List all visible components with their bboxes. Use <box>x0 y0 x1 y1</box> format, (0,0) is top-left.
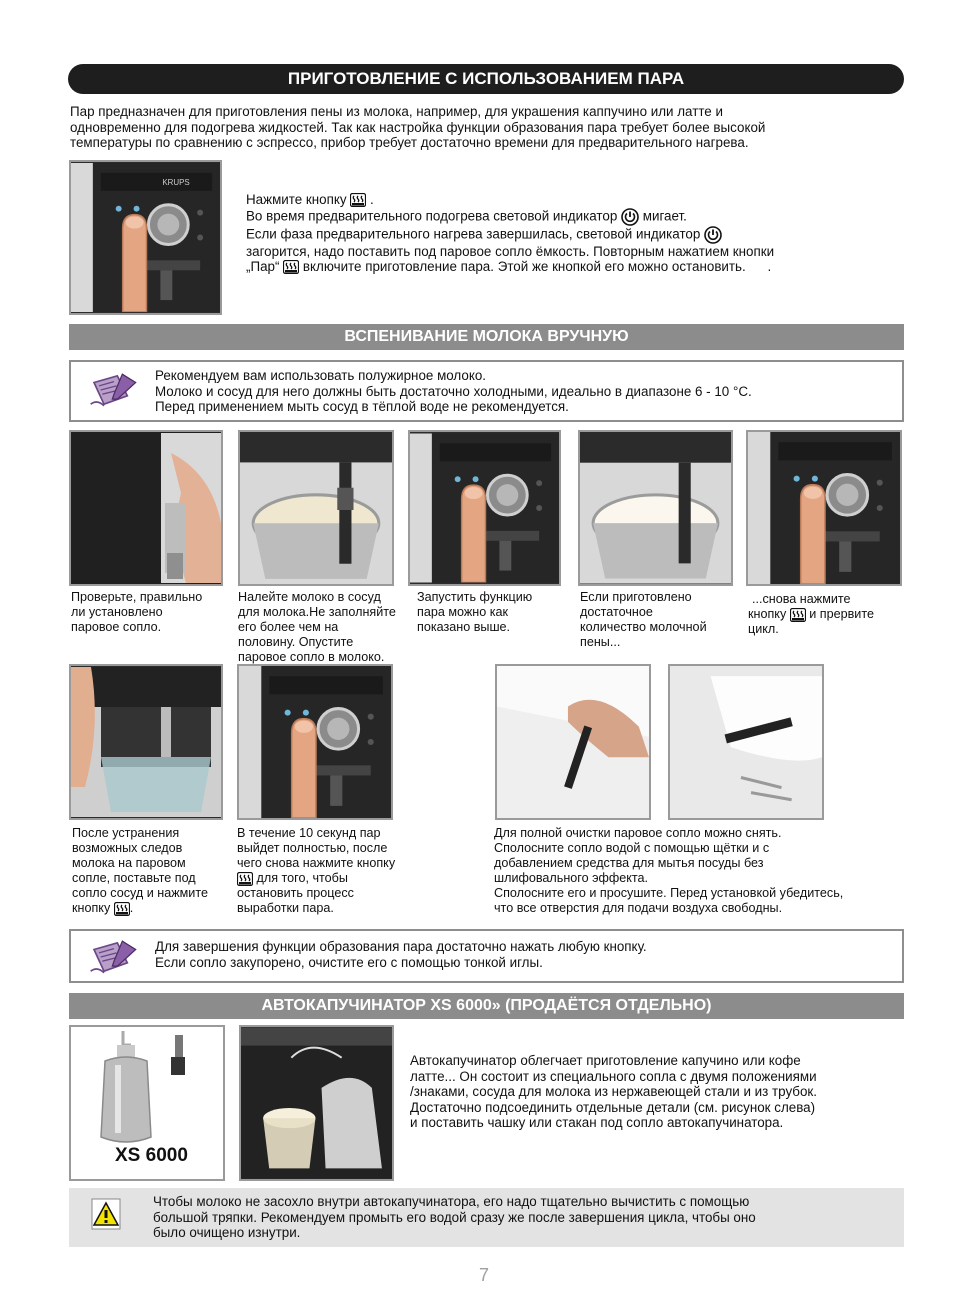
note-line: Для завершения функции образования пара достаточно нажать любую кнопку. <box>155 939 647 954</box>
caption-line: добавлением средства для мытья посуды без <box>494 856 764 870</box>
caption-pour-milk <box>238 590 396 665</box>
photo-cup-under-nozzle <box>69 664 223 820</box>
caption-line: пены... <box>580 635 621 649</box>
caption-steam-release <box>237 826 395 916</box>
caption-line: Сполосните его и просушите. Перед установкой убедитесь, <box>494 886 844 900</box>
note-line: Рекомендуем вам использовать полужирное молоко. <box>155 368 487 383</box>
caption-line: для молока.Не заполняйте <box>238 605 396 619</box>
steam-button-icon <box>790 608 806 622</box>
photo-start-steam <box>408 430 561 586</box>
caption-line: и прервите <box>809 607 874 621</box>
steam-instructions <box>246 192 886 275</box>
auto-line: Автокапучинатор облегчает приготовление капучино или кофе <box>410 1053 801 1068</box>
instr-line-5c: . <box>767 259 772 274</box>
auto-cappuccinator-description <box>410 1053 817 1131</box>
auto-line: и поставить чашку или стакан под сопло автокапучинатора. <box>410 1115 784 1130</box>
note-line: Перед применением мыть сосуд в тёплой воде не рекомендуется. <box>155 399 569 414</box>
note-line: Молоко и сосуд для него должны быть достаточно холодными, идеально в диапазоне 6 - 10 °C. <box>155 383 752 399</box>
caption-line: сопле, поставьте под <box>72 871 196 885</box>
caption-line: остановить процесс <box>237 886 354 900</box>
instr-line-1a: Нажмите кнопку <box>246 192 347 207</box>
caption-line: Налейте молоко в сосуд <box>238 590 381 604</box>
photo-milk-foam <box>578 430 733 586</box>
auto-line: /знаками, сосуда для молока из нержавеющей стали и из трубок. <box>410 1084 817 1099</box>
caption-line: для того, чтобы <box>256 871 348 885</box>
caption-line: половину. Опустите <box>238 635 354 649</box>
caption-line: достаточное <box>580 605 653 619</box>
steam-button-icon <box>237 872 253 886</box>
warning-box <box>69 1188 904 1247</box>
instr-line-1b: . <box>370 192 374 207</box>
page-number: 7 <box>479 1265 490 1285</box>
caption-line: После устранения <box>72 826 180 840</box>
caption-line: выйдет полностью, после <box>237 841 388 855</box>
brand-logo: KRUPS <box>162 177 190 187</box>
caption-stop-cycle <box>748 592 874 637</box>
power-indicator-icon <box>621 208 639 226</box>
intro-line: температуры по сравнению с эспрессо, прибор требует достаточно времени для предварительного нагрева. <box>70 135 749 150</box>
caption-line: ли установлено <box>71 605 163 619</box>
warning-line: большой тряпки. Рекомендуем промыть его водой сразу же после завершения цикла, чтобы оно <box>153 1209 756 1225</box>
caption-clean-nozzle <box>494 826 843 916</box>
caption-enough-foam <box>580 590 707 650</box>
caption-line: В течение 10 секунд пар <box>237 826 381 840</box>
auto-line: латте... Он состоит из специального сопла с двумя положениями <box>410 1068 817 1084</box>
caption-line: Сполосните сопло водой с помощью щётки и с <box>494 841 770 855</box>
intro-paragraph <box>70 104 765 151</box>
caption-line: кнопку <box>72 901 111 915</box>
photo-check-steam-nozzle <box>69 430 223 586</box>
note-pen-icon <box>89 937 139 977</box>
warning-icon <box>91 1198 121 1230</box>
photo-cappuccinator-in-use <box>239 1025 394 1181</box>
photo-pour-milk <box>238 430 394 586</box>
section-header-manual-frothing: ВСПЕНИВАНИЕ МОЛОКА ВРУЧНУЮ <box>69 324 904 350</box>
instr-line-5b: включите приготовление пара. Этой же кнопкой его можно остановить. <box>302 259 746 274</box>
caption-line: . <box>129 901 134 915</box>
photo-steam-release <box>237 664 393 820</box>
note-box-finish <box>69 929 904 983</box>
caption-line: паровое сопло. <box>71 620 162 634</box>
warning-line: Чтобы молоко не засохло внутри автокапучинатора, его надо тщательно вычистить с помощью <box>153 1194 750 1209</box>
caption-start-steam <box>417 590 532 635</box>
instr-line-2a: Во время предварительного подогрева световой индикатор <box>246 208 618 224</box>
caption-line: выработки пара. <box>237 901 334 915</box>
caption-line: кнопку <box>748 607 787 621</box>
auto-line: Достаточно подсоединить отдельные детали (см. рисунок слева) <box>410 1099 816 1115</box>
power-indicator-icon <box>704 226 722 244</box>
photo-clean-nozzle <box>668 664 824 820</box>
instr-line-2b: мигает. <box>642 208 687 224</box>
steam-button-icon <box>283 260 299 274</box>
note-pen-icon <box>89 370 139 410</box>
warning-line: было очищено изнутри. <box>153 1225 301 1240</box>
photo-press-steam-button <box>69 160 222 315</box>
caption-line: молока на паровом <box>72 856 186 870</box>
caption-line: ...снова нажмите <box>752 592 851 606</box>
photo-press-again <box>746 430 902 586</box>
caption-check-nozzle <box>71 590 202 635</box>
page-title: ПРИГОТОВЛЕНИЕ С ИСПОЛЬЗОВАНИЕМ ПАРА <box>68 64 904 94</box>
note-box-milk <box>69 360 904 422</box>
caption-line: что все отверстия для подачи воздуха свободны. <box>494 901 783 915</box>
instr-line-4: загорится, надо поставить под паровое сопло ёмкость. Повторным нажатием кнопки <box>246 243 775 259</box>
note-line: Если сопло закупорено, очистите его с помощью тонкой иглы. <box>155 954 543 970</box>
steam-button-icon <box>350 193 366 207</box>
instr-line-3a: Если фаза предварительного нагрева завершилась, световой индикатор <box>246 226 701 242</box>
caption-line: Запустить функцию <box>417 590 533 604</box>
caption-line: пара можно как <box>417 605 509 619</box>
caption-line: Если приготовлено <box>580 590 692 604</box>
caption-line: показано выше. <box>417 620 511 634</box>
caption-line: Для полной очистки паровое сопло можно снять. <box>494 826 782 840</box>
caption-line: возможных следов <box>72 841 183 855</box>
instr-line-5a: „Пар“ <box>246 259 280 274</box>
caption-line: чего снова нажмите кнопку <box>237 856 396 870</box>
caption-line: шлифовального эффекта. <box>494 871 649 885</box>
caption-line: сопло сосуд и нажмите <box>72 886 208 900</box>
intro-line: Пар предназначен для приготовления пены из молока, например, для украшения каппучино или латте и <box>70 104 723 119</box>
caption-line: паровое сопло в молоко. <box>238 650 385 664</box>
caption-line: его более чем на <box>238 620 339 634</box>
photo-remove-nozzle <box>495 664 651 820</box>
steam-button-icon <box>114 902 130 916</box>
section-header-auto-cappuccinator: АВТОКАПУЧИНАТОР XS 6000» (ПРОДАЁТСЯ ОТДЕЛЬНО) <box>69 993 904 1019</box>
xs6000-label: XS 6000 <box>115 1145 188 1166</box>
caption-cup-under-nozzle <box>72 826 208 916</box>
intro-line: одновременно для подогрева жидкостей. Так как настройка функции образования пара требует более высокой <box>70 119 766 135</box>
caption-line: Проверьте, правильно <box>71 590 203 604</box>
photo-xs6000-product <box>69 1025 225 1181</box>
caption-line: количество молочной <box>580 620 707 634</box>
caption-line: цикл. <box>748 622 779 636</box>
